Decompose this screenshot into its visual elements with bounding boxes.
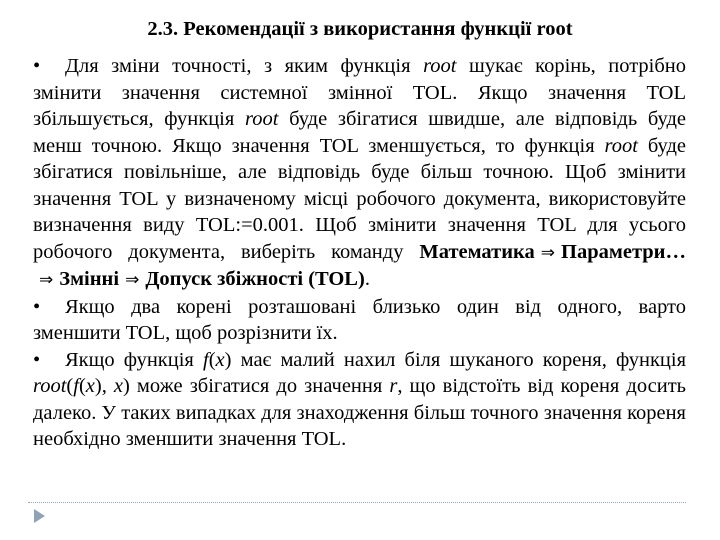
text-fragment: Якщо функція [65, 348, 203, 371]
bullet-icon: • [33, 55, 41, 77]
paragraph-close-roots [33, 294, 686, 347]
text-fragment: ( [208, 348, 216, 371]
text-fragment: ), [94, 375, 114, 397]
bullet-icon: • [33, 295, 41, 318]
text-fragment: Якщо два корені розташовані близько один від одного, варто зменшити TOL, щоб розрізнити їх. [33, 295, 686, 344]
paragraph-tol-precision [33, 53, 686, 294]
arrow-icon: ⇒ [39, 270, 54, 290]
arrow-icon: ⇒ [125, 270, 140, 290]
function-name-root: root [604, 134, 638, 157]
function-name-root: root [244, 108, 279, 130]
bullet-icon: • [33, 348, 41, 371]
text-fragment: Для зміни точності, з яким функція [65, 55, 424, 77]
math-var-f: f [203, 348, 209, 371]
text-fragment: ) має малий нахил біля шуканого кореня, функція [224, 348, 687, 371]
text-fragment: буде збігатися повільніше, але відповідь буде більш точною. Щоб змінити значення TOL у визначеному місці робочого документа, використовуйте визначення виду TOL:=0.001. Щоб змінити значення TOL для усього робочого документа, виберіть команду [33, 134, 686, 263]
paragraph-small-slope [33, 347, 686, 453]
menu-path-convergence-tolerance: Допуск збіжності (TOL) [145, 268, 365, 290]
math-var-f: f [73, 375, 79, 397]
text-fragment: ( [66, 375, 74, 397]
math-var-x: x [215, 348, 225, 371]
function-name-root: root [423, 55, 457, 77]
slide-content [33, 53, 686, 453]
math-var-x: x [113, 375, 124, 397]
function-name-root: root [33, 375, 67, 397]
menu-path-options: Параметри… [561, 240, 686, 263]
menu-path-mathematics: Математика [419, 240, 535, 263]
text-fragment: . [364, 268, 370, 290]
math-var-x: x [85, 375, 95, 397]
text-fragment: ) може збігатися до значення [123, 375, 390, 397]
text-fragment: ( [78, 375, 86, 397]
math-var-r: r [389, 375, 398, 397]
text-fragment: шукає корінь, потрібно змінити значення системної змінної TOL. Якщо значення TOL збільшується, функція [33, 55, 686, 130]
footer-divider [28, 502, 686, 503]
arrow-icon: ⇒ [540, 242, 556, 263]
text-fragment: буде збігатися швидше, але відповідь буде менш точною. Якщо значення TOL зменшується, то функція [33, 108, 686, 157]
slide-title: 2.3. Рекомендації з використання функції root [147, 18, 573, 40]
triangle-marker-icon [34, 509, 45, 523]
text-fragment: , що відстоїть від кореня досить далеко. У таких випадках для знаходження більш точного значення кореня необхідно зменшити значення TOL. [33, 375, 686, 450]
menu-path-variables: Змінні [59, 268, 120, 290]
